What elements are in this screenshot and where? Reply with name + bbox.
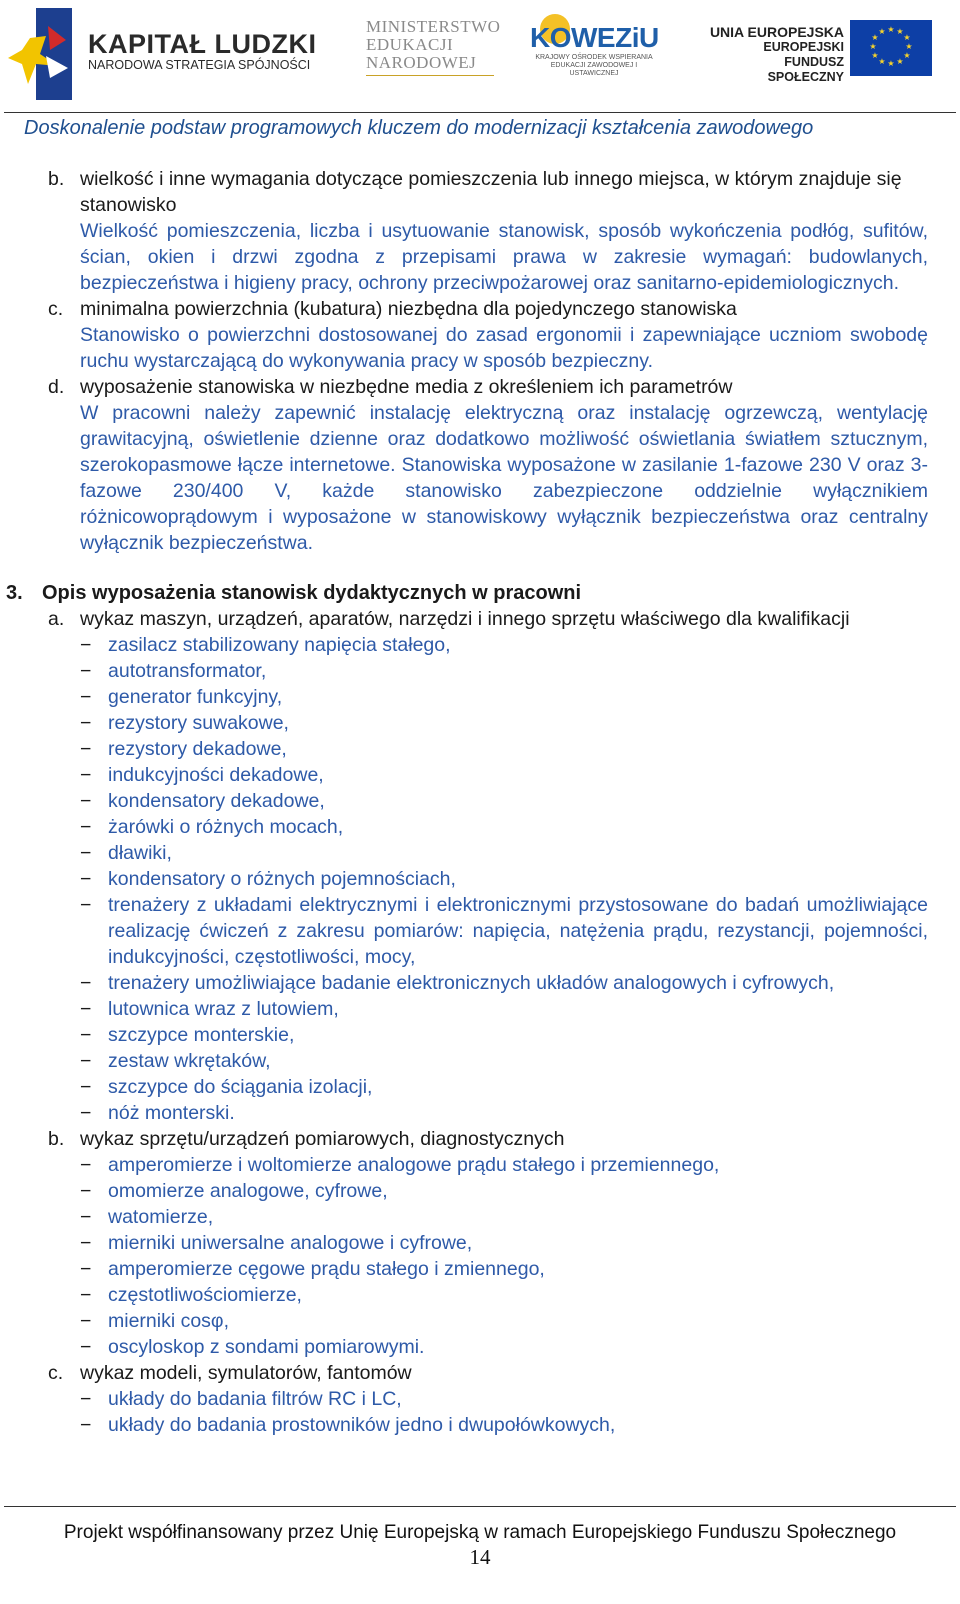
list-item-text: układy do badania prostowników jedno i dwupołówkowych,: [108, 1414, 616, 1436]
ministry-line-1: MINISTERSTWO: [366, 17, 501, 36]
dash-bullet: −: [80, 1050, 92, 1072]
subsection-heading: wykaz maszyn, urządzeń, aparatów, narzędzi i innego sprzętu właściwego dla kwalifikacji: [80, 608, 850, 630]
list-item: [0, 658, 960, 684]
kapital-subtitle: NARODOWA STRATEGIA SPÓJNOŚCI: [88, 58, 311, 72]
subsection-label: b.: [48, 1128, 65, 1150]
list-item: [0, 762, 960, 788]
subsection-label: a.: [48, 608, 65, 630]
kapital-ludzki-logo: [6, 6, 82, 107]
list-item-text: zestaw wkrętaków,: [108, 1050, 271, 1072]
dash-bullet: −: [80, 738, 92, 760]
dash-bullet: −: [80, 894, 92, 916]
item-body: Stanowisko o powierzchni dostosowanej do zasad ergonomii i zapewniające uczniom swobodę ruchu wystarczającą do wykonywania pracy w sposób bezpieczny.: [80, 324, 928, 372]
item-label: c.: [48, 298, 64, 320]
list-item-text: omomierze analogowe, cyfrowe,: [108, 1180, 388, 1202]
list-item-text: indukcyjności dekadowe,: [108, 764, 324, 786]
section-number: 3.: [6, 582, 23, 604]
list-item-text: rezystory dekadowe,: [108, 738, 287, 760]
item-heading: wielkość i inne wymagania dotyczące pomieszczenia lub innego miejsca, w którym znajduje się stanowisko: [80, 168, 902, 216]
koweziu-subtitle: KRAJOWY OŚRODEK WSPIERANIA EDUKACJI ZAWODOWEJ I USTAWICZNEJ: [535, 54, 653, 77]
dash-bullet: −: [80, 1232, 92, 1254]
list-item-text: generator funkcyjny,: [108, 686, 283, 708]
list-item: [0, 866, 960, 892]
item-c: [0, 296, 960, 374]
kapital-ludzki-wordmark: [88, 30, 316, 72]
item-heading: wyposażenie stanowiska w niezbędne media z określeniem ich parametrów: [80, 376, 733, 398]
svg-text:★: ★: [871, 51, 879, 60]
koweziu-name: KOWEZiU: [530, 22, 659, 53]
eu-text: [708, 24, 844, 85]
section-3-heading: [0, 580, 960, 606]
ministry-logo: [366, 18, 500, 76]
dash-bullet: −: [80, 686, 92, 708]
list-item: [0, 970, 960, 996]
footer-divider: [4, 1506, 956, 1507]
list-item-text: amperomierze i woltomierze analogowe prądu stałego i przemiennego,: [108, 1154, 720, 1176]
subsection-label: c.: [48, 1362, 64, 1384]
svg-text:★: ★: [869, 42, 877, 51]
dash-bullet: −: [80, 972, 92, 994]
models-list: [0, 1386, 960, 1438]
dash-bullet: −: [80, 790, 92, 812]
item-heading: minimalna powierzchnia (kubatura) niezbędna dla pojedynczego stanowiska: [80, 298, 737, 320]
list-item-text: trenażery z układami elektrycznymi i elektronicznymi przystosowane do badań umożliwiające realizację ćwiczeń z zakresu pomiarów: napięcia, natężenia prądu, rezystancji, pojemności, indukcyjności, częstotliwości, mocy,: [108, 894, 928, 968]
list-item-text: żarówki o różnych mocach,: [108, 816, 344, 838]
list-item-text: dławiki,: [108, 842, 172, 864]
subsection-heading: wykaz sprzętu/urządzeń pomiarowych, diagnostycznych: [80, 1128, 565, 1150]
list-item: [0, 788, 960, 814]
list-item-text: szczypce do ściągania izolacji,: [108, 1076, 373, 1098]
dash-bullet: −: [80, 764, 92, 786]
section-title: Opis wyposażenia stanowisk dydaktycznych w pracowni: [42, 582, 582, 604]
dash-bullet: −: [80, 1076, 92, 1098]
list-item: [0, 1048, 960, 1074]
list-item: [0, 996, 960, 1022]
svg-text:★: ★: [878, 27, 886, 36]
dash-bullet: −: [80, 660, 92, 682]
list-item: [0, 1022, 960, 1048]
item-b: [0, 166, 960, 296]
list-item-text: nóż monterski.: [108, 1102, 235, 1124]
list-item-text: watomierze,: [108, 1206, 214, 1228]
subsection-a: [0, 606, 960, 632]
list-item-text: częstotliwościomierze,: [108, 1284, 302, 1306]
list-item: [0, 1282, 960, 1308]
eu-flag-icon: [850, 20, 932, 81]
list-item: [0, 1152, 960, 1178]
list-item-text: rezystory suwakowe,: [108, 712, 289, 734]
page-number: 14: [469, 1545, 491, 1569]
list-item: [0, 1204, 960, 1230]
dash-bullet: −: [80, 1414, 92, 1436]
list-item-text: kondensatory o różnych pojemnościach,: [108, 868, 456, 890]
list-item: [0, 1386, 960, 1412]
dash-bullet: −: [80, 1388, 92, 1410]
list-item: [0, 1230, 960, 1256]
list-item: [0, 1178, 960, 1204]
list-item-text: lutownica wraz z lutowiem,: [108, 998, 339, 1020]
dash-bullet: −: [80, 1154, 92, 1176]
dash-bullet: −: [80, 868, 92, 890]
list-item: [0, 840, 960, 866]
list-item-text: autotransformator,: [108, 660, 267, 682]
item-body: W pracowni należy zapewnić instalację elektryczną oraz instalację ogrzewczą, wentylację grawitacyjną, oświetlenie dzienne oraz dodatkowo możliwość oświetlania światłem sztucznym, szerokopasmowe łącze internetowe. Stanowiska wyposażone w zasilanie 1-fazowe 230 V oraz 3-fazowe 230/400 V, każde stanowisko zabezpieczone oddzielnie wyłącznikiem różnicowoprądowym i wyposażone w stanowiskowy wyłącznik bezpieczeństwa oraz centralny wyłącznik bezpieczeństwa.: [80, 402, 928, 554]
list-item-text: szczypce monterskie,: [108, 1024, 295, 1046]
equipment-list: [0, 632, 960, 1126]
ministry-line-2: EDUKACJI: [366, 35, 454, 54]
list-item: [0, 736, 960, 762]
measurement-list: [0, 1152, 960, 1360]
svg-text:★: ★: [903, 51, 911, 60]
svg-text:★: ★: [878, 57, 886, 66]
list-item-text: trenażery umożliwiające badanie elektronicznych układów analogowych i cyfrowych,: [108, 972, 835, 994]
ue-line-2: EUROPEJSKI: [763, 40, 844, 54]
item-label: d.: [48, 376, 65, 398]
item-body: Wielkość pomieszczenia, liczba i usytuowanie stanowisk, sposób wykończenia podłóg, sufitów, ścian, okien i drzwi zgodna z przepisami prawa w zakresie wymagań: budowlanych, bezpieczeństwa i higieny pracy, ochrony przeciwpożarowej oraz sanitarno-epidemiologicznych.: [80, 220, 928, 294]
list-item-text: zasilacz stabilizowany napięcia stałego,: [108, 634, 451, 656]
list-item-text: układy do badania filtrów RC i LC,: [108, 1388, 402, 1410]
svg-text:★: ★: [903, 33, 911, 42]
dash-bullet: −: [80, 1102, 92, 1124]
list-item-text: amperomierze cęgowe prądu stałego i zmiennego,: [108, 1258, 545, 1280]
list-item: [0, 1308, 960, 1334]
dash-bullet: −: [80, 1180, 92, 1202]
svg-text:★: ★: [896, 57, 904, 66]
list-item: [0, 1256, 960, 1282]
svg-text:★: ★: [905, 42, 913, 51]
list-item: [0, 814, 960, 840]
ministry-line-3: NARODOWEJ: [366, 53, 477, 72]
list-item-text: oscyloskop z sondami pomiarowymi.: [108, 1336, 425, 1358]
item-d: [0, 374, 960, 556]
page-content: [0, 166, 960, 1438]
list-item: [0, 632, 960, 658]
list-item: [0, 1334, 960, 1360]
dash-bullet: −: [80, 1310, 92, 1332]
list-item: [0, 1100, 960, 1126]
dash-bullet: −: [80, 1024, 92, 1046]
dash-bullet: −: [80, 634, 92, 656]
footer-text: Projekt współfinansowany przez Unię Europejską w ramach Europejskiego Funduszu Społecznego: [63, 1522, 897, 1543]
list-item-text: kondensatory dekadowe,: [108, 790, 325, 812]
logo-bar: [0, 0, 960, 112]
dash-bullet: −: [80, 1284, 92, 1306]
dash-bullet: −: [80, 1206, 92, 1228]
dash-bullet: −: [80, 842, 92, 864]
list-item-text: mierniki cosφ,: [108, 1310, 229, 1332]
dash-bullet: −: [80, 998, 92, 1020]
list-item: [0, 684, 960, 710]
dash-bullet: −: [80, 712, 92, 734]
list-item-text: mierniki uniwersalne analogowe i cyfrowe,: [108, 1232, 473, 1254]
subsection-heading: wykaz modeli, symulatorów, fantomów: [80, 1362, 412, 1384]
dash-bullet: −: [80, 1336, 92, 1358]
svg-text:★: ★: [896, 27, 904, 36]
svg-text:★: ★: [887, 25, 895, 34]
subsection-b: [0, 1126, 960, 1152]
list-item: [0, 1412, 960, 1438]
header-divider: [4, 112, 956, 113]
ue-line-1: UNIA EUROPEJSKA: [709, 24, 844, 40]
ue-line-3: FUNDUSZ SPOŁECZNY: [767, 55, 844, 84]
item-label: b.: [48, 168, 65, 190]
kapital-title: KAPITAŁ LUDZKI: [88, 29, 317, 59]
svg-text:★: ★: [871, 33, 879, 42]
list-item: [0, 710, 960, 736]
dash-bullet: −: [80, 1258, 92, 1280]
dash-bullet: −: [80, 816, 92, 838]
subsection-c: [0, 1360, 960, 1386]
svg-text:★: ★: [887, 59, 895, 68]
list-item: [0, 1074, 960, 1100]
list-item: [0, 892, 960, 970]
header-title: Doskonalenie podstaw programowych kluczem do modernizacji kształcenia zawodowego: [24, 117, 814, 139]
